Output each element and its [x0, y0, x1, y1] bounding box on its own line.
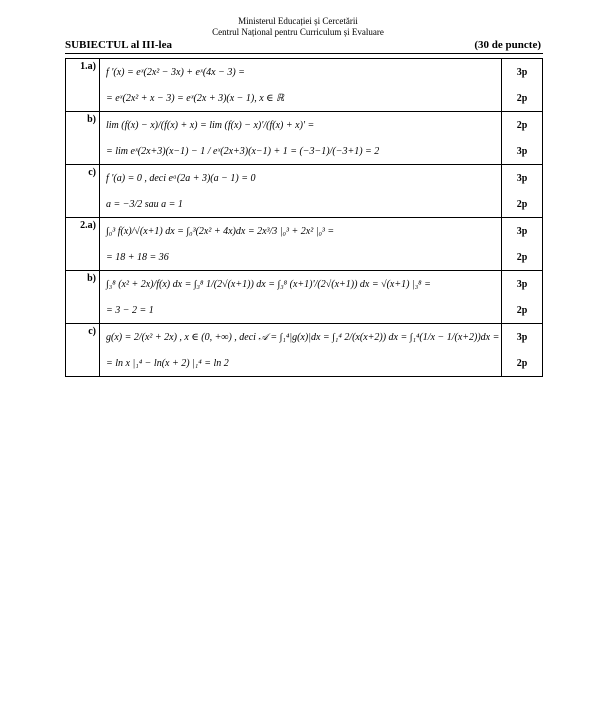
- points-line-1: 2p: [516, 119, 528, 131]
- solution-row: [66, 218, 543, 271]
- item-label: 2.a): [66, 218, 100, 271]
- solution-cell: [100, 112, 502, 165]
- solution-line-1: f '(x) = eˣ(2x² − 3x) + eˣ(4x − 3) =: [106, 66, 245, 78]
- solution-row: [66, 271, 543, 324]
- solution-line-2: = 3 − 2 = 1: [106, 304, 154, 316]
- solution-line-1: ∫₃⁸ (x² + 2x)/f(x) dx = ∫₃⁸ 1/(2√(x+1)) dx = ∫₃⁸ (x+1)'/(2√(x+1)) dx = √(x+1) |₃⁸ =: [106, 278, 431, 290]
- solution-cell: [100, 165, 502, 218]
- solution-row: [66, 59, 543, 112]
- document-header: [0, 16, 596, 38]
- ministry-name: Ministerul Educației și Cercetării: [238, 16, 358, 26]
- solution-line-1: g(x) = 2/(x² + 2x) , x ∈ (0, +∞) , deci 𝒜 = ∫₁⁴|g(x)|dx = ∫₁⁴ 2/(x(x+2)) dx = ∫₁⁴(1/x − 1/(x+2))dx =: [106, 331, 500, 343]
- solution-line-2: = lim eˣ(2x+3)(x−1) − 1 / eˣ(2x+3)(x−1) + 1 = (−3−1)/(−3+1) = 2: [106, 145, 380, 157]
- solution-row: [66, 165, 543, 218]
- subject-heading: [65, 39, 543, 54]
- points-cell: [502, 271, 543, 324]
- solution-line-2: a = −3/2 sau a = 1: [106, 198, 183, 210]
- points-line-1: 3p: [516, 278, 528, 290]
- item-label: c): [66, 324, 100, 377]
- item-label: c): [66, 165, 100, 218]
- solution-cell: [100, 271, 502, 324]
- points-cell: [502, 218, 543, 271]
- item-label: b): [66, 271, 100, 324]
- points-line-2: 2p: [516, 92, 528, 104]
- solution-cell: [100, 324, 502, 377]
- solution-line-1: ∫₀³ f(x)/√(x+1) dx = ∫₀³(2x² + 4x)dx = 2x³/3 |₀³ + 2x² |₀³ =: [106, 225, 335, 237]
- points-line-1: 3p: [516, 331, 528, 343]
- solution-table: [65, 58, 543, 377]
- solution-line-1: lim (f(x) − x)/(f(x) + x) = lim (f(x) − x)'/(f(x) + x)' =: [106, 119, 315, 131]
- points-cell: [502, 324, 543, 377]
- points-cell: [502, 59, 543, 112]
- solution-cell: [100, 218, 502, 271]
- points-line-2: 2p: [516, 251, 528, 263]
- subject-title: SUBIECTUL al III-lea: [65, 39, 172, 51]
- solution-line-2: = eˣ(2x² + x − 3) = eˣ(2x + 3)(x − 1), x ∈ ℝ: [106, 92, 285, 104]
- points-line-1: 3p: [516, 172, 528, 184]
- points-line-2: 2p: [516, 198, 528, 210]
- points-line-1: 3p: [516, 66, 528, 78]
- points-line-2: 2p: [516, 357, 528, 369]
- points-line-2: 3p: [516, 145, 528, 157]
- solution-line-1: f '(a) = 0 , deci eᵃ(2a + 3)(a − 1) = 0: [106, 172, 256, 184]
- solution-line-2: = ln x |₁⁴ − ln(x + 2) |₁⁴ = ln 2: [106, 357, 229, 369]
- solution-line-2: = 18 + 18 = 36: [106, 251, 169, 263]
- center-name: Centrul Național pentru Curriculum și Evaluare: [212, 27, 384, 37]
- points-line-1: 3p: [516, 225, 528, 237]
- item-label: 1.a): [66, 59, 100, 112]
- subject-points: (30 de puncte): [474, 39, 541, 51]
- points-cell: [502, 112, 543, 165]
- solution-row: [66, 324, 543, 377]
- points-line-2: 2p: [516, 304, 528, 316]
- solution-cell: [100, 59, 502, 112]
- item-label: b): [66, 112, 100, 165]
- solution-row: [66, 112, 543, 165]
- points-cell: [502, 165, 543, 218]
